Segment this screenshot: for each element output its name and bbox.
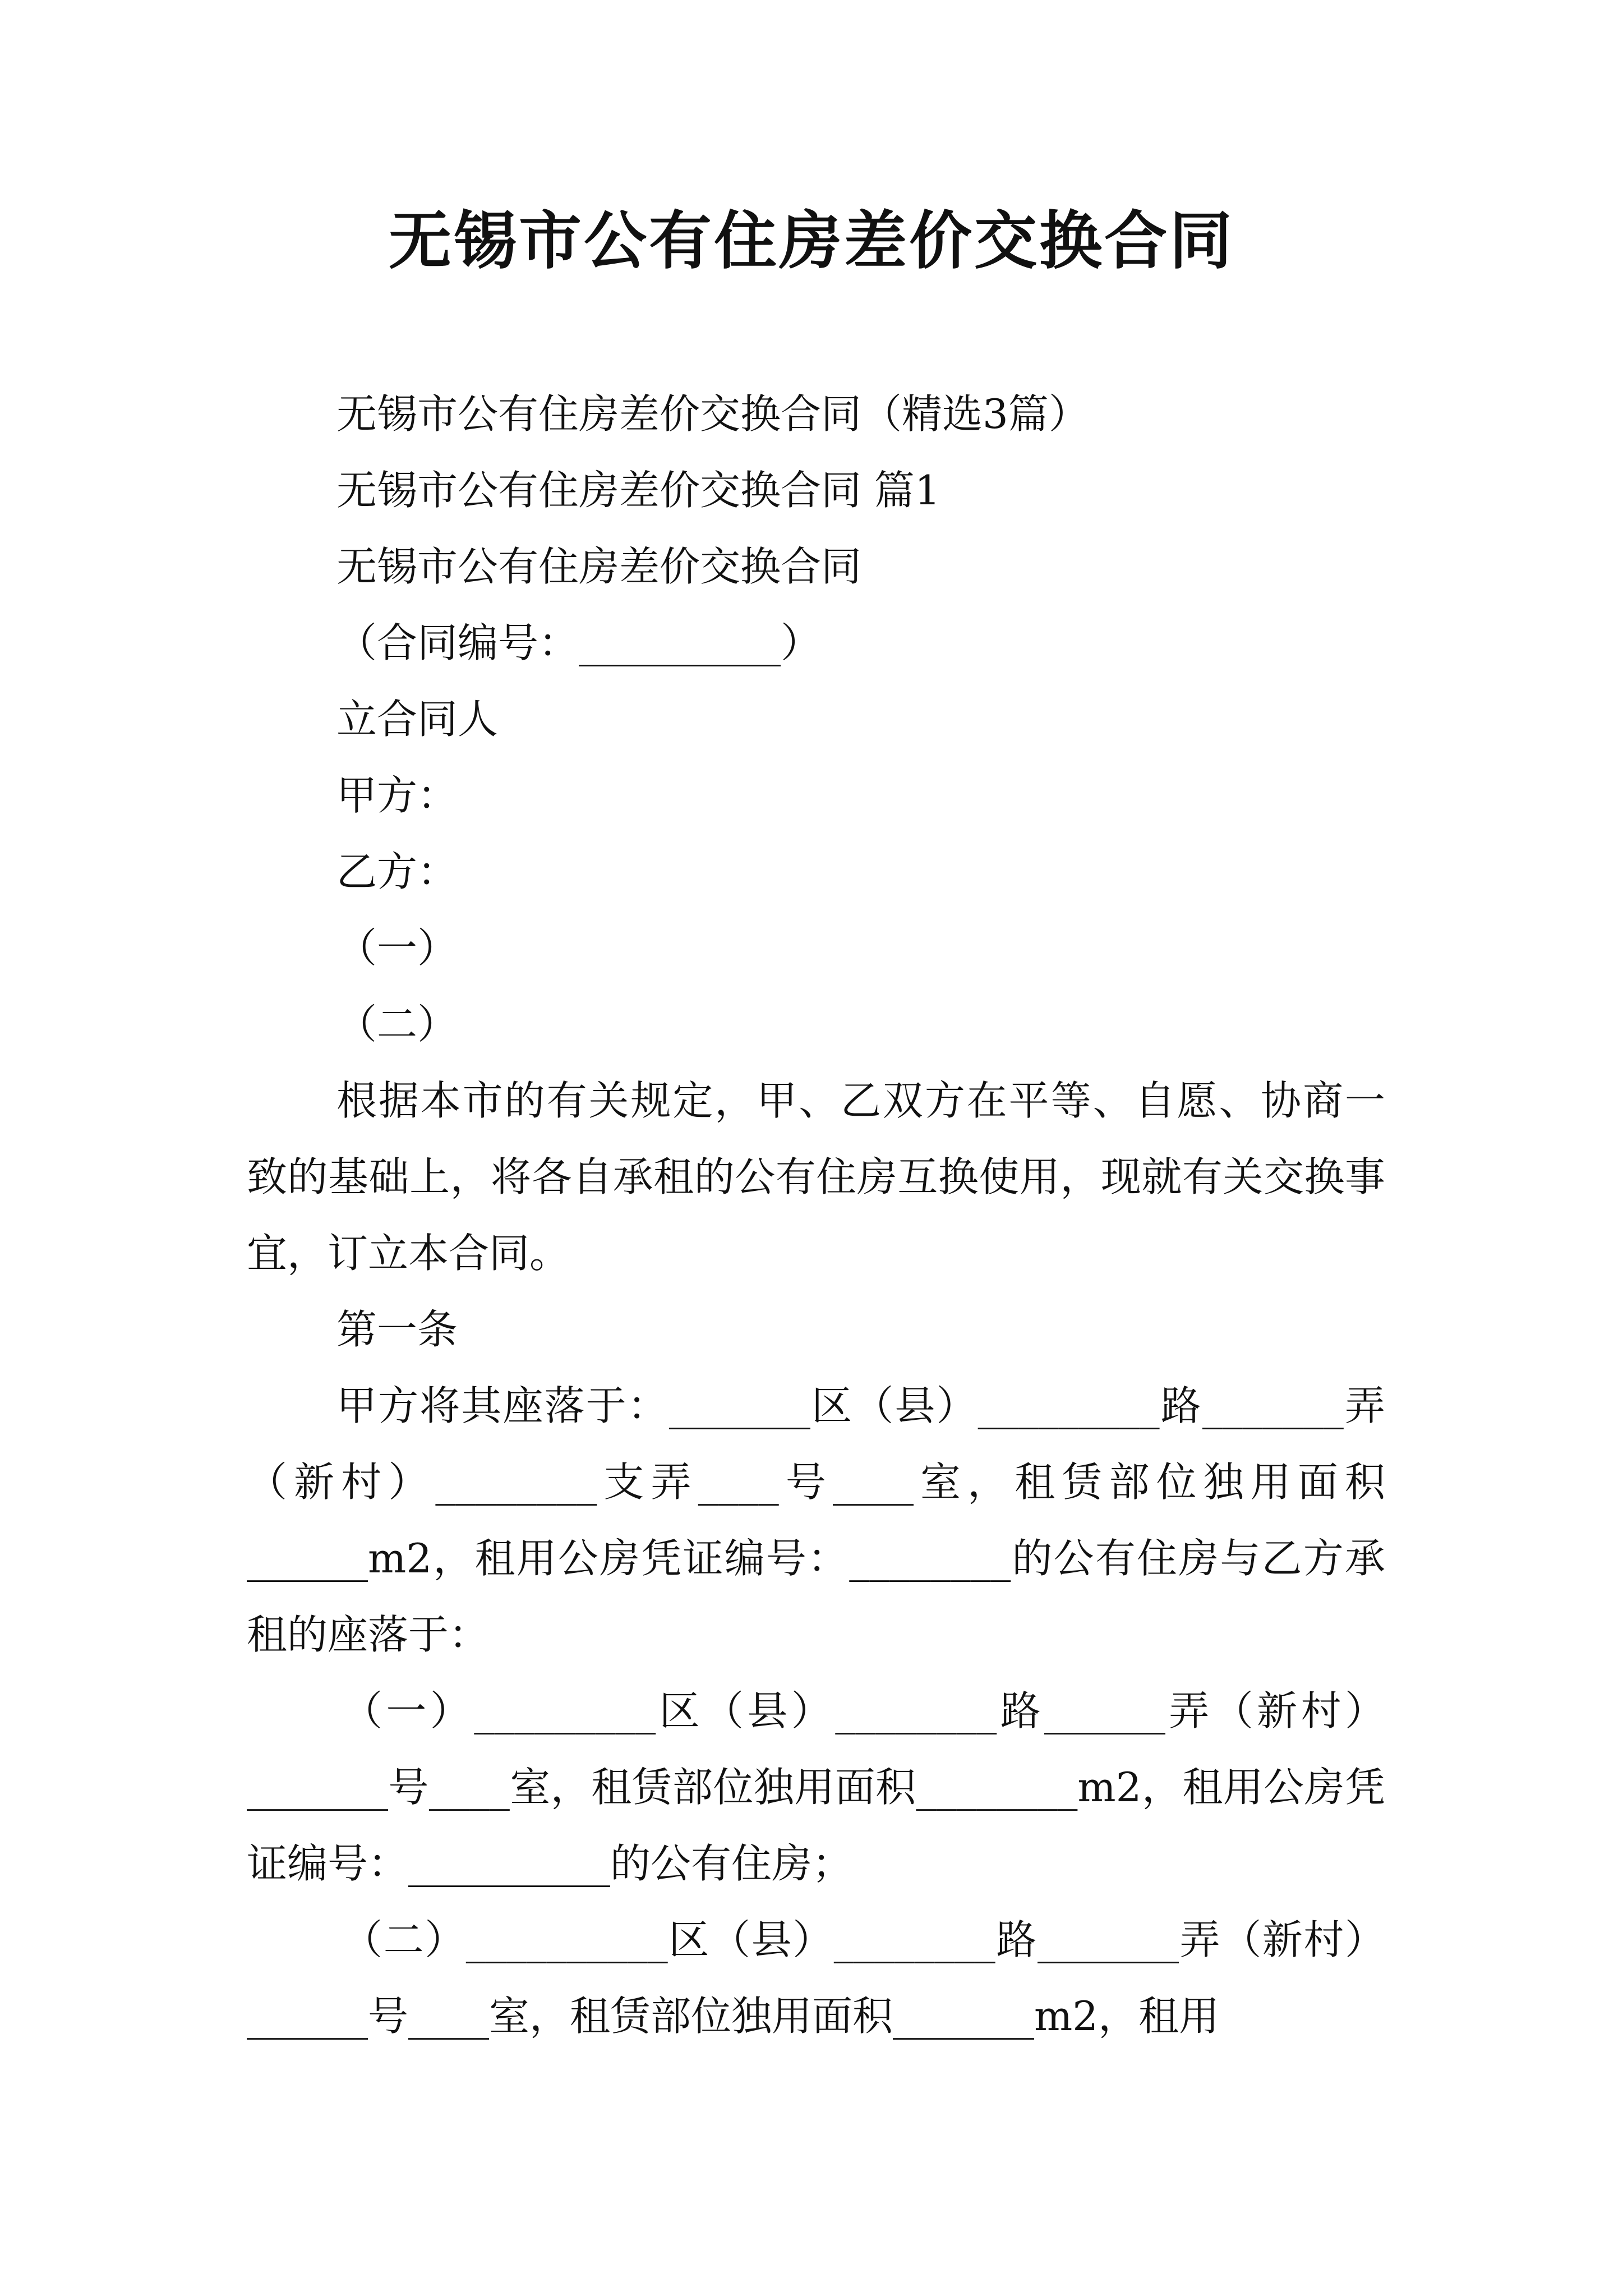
paragraph-preamble: 根据本市的有关规定，甲、乙双方在平等、自愿、协商一致的基础上，将各自承租的公有住房互换使用，现就有关交换事宜，订立本合同。 <box>247 1077 1385 1277</box>
paragraph-article-one: 第一条 <box>336 1306 458 1353</box>
paragraph-party-b-housing-two: （二）__________区（县）________路_______弄（新村）______号____室，租赁部位独用面积_______m2，租用 <box>247 1916 1385 2040</box>
paragraph-collection-heading: 无锡市公有住房差价交换合同（精选3篇） <box>336 390 1089 438</box>
paragraph-item-one: （一） <box>336 924 458 972</box>
paragraph-item-two: （二） <box>336 1001 458 1048</box>
paragraph-contract-name: 无锡市公有住房差价交换合同 <box>336 543 862 590</box>
paragraph-party-b-housing-one: （一）_________区（县）________路______弄（新村）_______号____室，租赁部位独用面积________m2，租用公房凭证编号：__________的公有住房； <box>247 1687 1385 1887</box>
paragraph-party-b: 乙方： <box>336 848 458 895</box>
document-body <box>247 376 1385 2054</box>
document-title: 无锡市公有住房差价交换合同 <box>389 204 1234 278</box>
paragraph-contract-number: （合同编号：__________） <box>336 619 822 666</box>
paragraph-party-a-housing: 甲方将其座落于：_______区（县）_________路_______弄（新村）________支弄____号____室，租赁部位独用面积______m2，租用公房凭证编号：________的公有住房与乙方承租的座落于： <box>247 1382 1385 1658</box>
paragraph-parties-label: 立合同人 <box>336 696 499 743</box>
paragraph-party-a: 甲方： <box>336 772 458 819</box>
paragraph-chapter-heading: 无锡市公有住房差价交换合同 篇1 <box>336 467 940 514</box>
